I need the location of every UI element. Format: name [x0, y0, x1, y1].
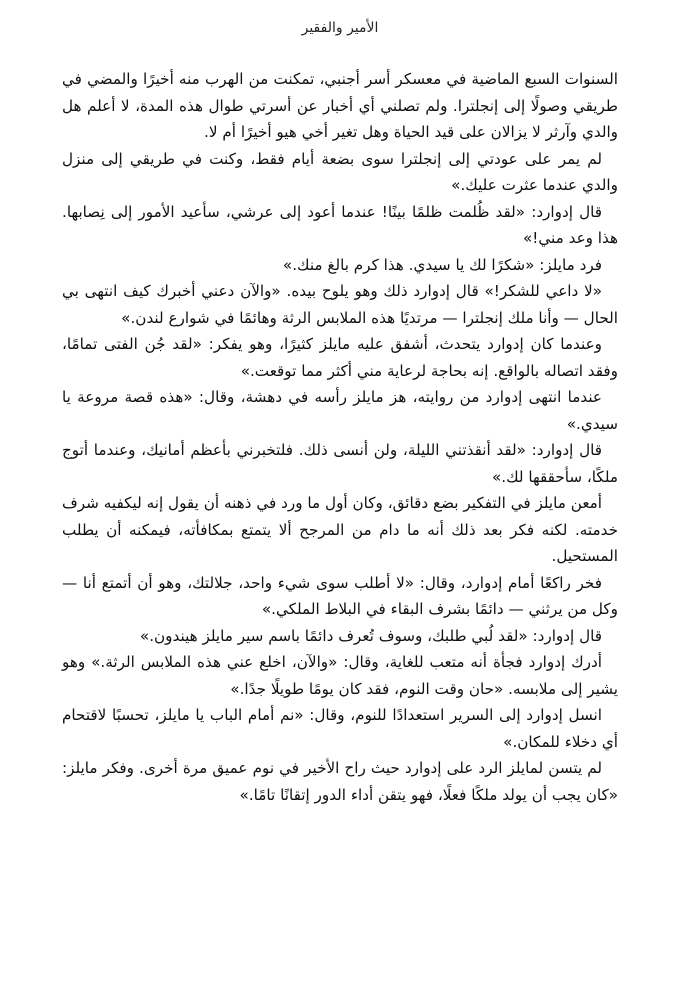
paragraph: لم يمر على عودتي إلى إنجلترا سوى بضعة أيام فقط، وكنت في طريقي إلى منزل والدي عندما عثرت عليك.» — [62, 149, 618, 194]
paragraph: «لا داعي للشكر!» قال إدوارد ذلك وهو يلوح بيده. «والآن دعني أخبرك كيف انتهى بي الحال — وأنا ملك إنجلترا — مرتديًا هذه الملابس الرثة وهائمًا في شوارع لندن.» — [62, 282, 618, 327]
paragraph: السنوات السبع الماضية في معسكر أسر أجنبي، تمكنت من الهرب منه أخيرًا والمضي في طريقي وصولًا إلى إنجلترا. ولم تصلني أي أخبار عن أسرتي طوال هذه المدة، لا أعلم هل والدي وآرثر لا يزالان على قيد الحياة وهل تغير أخي هيو أخيرًا أم لا. — [62, 70, 618, 141]
paragraph: فخر راكعًا أمام إدوارد، وقال: «لا أطلب سوى شيء واحد، جلالتك، وهو أن أتمتع أنا — وكل من يرثني — دائمًا بشرف البقاء في البلاط الملكي.» — [62, 573, 618, 618]
running-header-title: الأمير والفقير — [301, 20, 379, 36]
paragraph: قال إدوارد: «لقد ظُلمت ظلمًا بينًا! عندما أعود إلى عرشي، سأعيد الأمور إلى نِصابها. هذا وعد مني!» — [62, 202, 618, 247]
paragraph: لم يتسن لمايلز الرد على إدوارد حيث راح الأخير في نوم عميق مرة أخرى. وفكر مايلز: «كان يجب أن يولد ملكًا فعلًا، فهو يتقن أداء الدور إتقانًا تامًا.» — [62, 759, 618, 804]
paragraph: أمعن مايلز في التفكير بضع دقائق، وكان أول ما ورد في ذهنه أن يقول إنه ليكفيه شرف خدمته. لكنه فكر بعد ذلك أنه ما دام من المرجح ألا يتمتع بمكافأته، فيمكنه أن يطلب المستحيل. — [62, 494, 618, 565]
paragraph: وعندما كان إدوارد يتحدث، أشفق عليه مايلز كثيرًا، وهو يفكر: «لقد جُن الفتى تمامًا، وفقد اتصاله بالواقع. إنه بحاجة لرعاية مني أكثر مما توقعت.» — [62, 335, 618, 380]
chapter-body — [62, 66, 618, 808]
paragraph: قال إدوارد: «لقد أنقذتني الليلة، ولن أنسى ذلك. فلتخبرني بأعظم أمانيك، وعندما أتوج ملكًا، سأحققها لك.» — [62, 441, 618, 486]
paragraph: فرد مايلز: «شكرًا لك يا سيدي. هذا كرم بالغ منك.» — [282, 255, 602, 274]
paragraph: أدرك إدوارد فجأة أنه متعب للغاية، وقال: «والآن، اخلع عني هذه الملابس الرثة.» وهو يشير إلى ملابسه. «حان وقت النوم، فقد كان يومًا طويلًا جدًا.» — [62, 653, 618, 698]
paragraph: قال إدوارد: «لقد لُبي طلبك، وسوف تُعرف دائمًا باسم سير مايلز هيندون.» — [139, 626, 602, 645]
paragraph: انسل إدوارد إلى السرير استعدادًا للنوم، وقال: «نم أمام الباب يا مايلز، تحسبًا لاقتحام أي دخلاء للمكان.» — [62, 706, 618, 751]
paragraph: عندما انتهى إدوارد من روايته، هز مايلز رأسه في دهشة، وقال: «هذه قصة مروعة يا سيدي.» — [62, 388, 618, 433]
